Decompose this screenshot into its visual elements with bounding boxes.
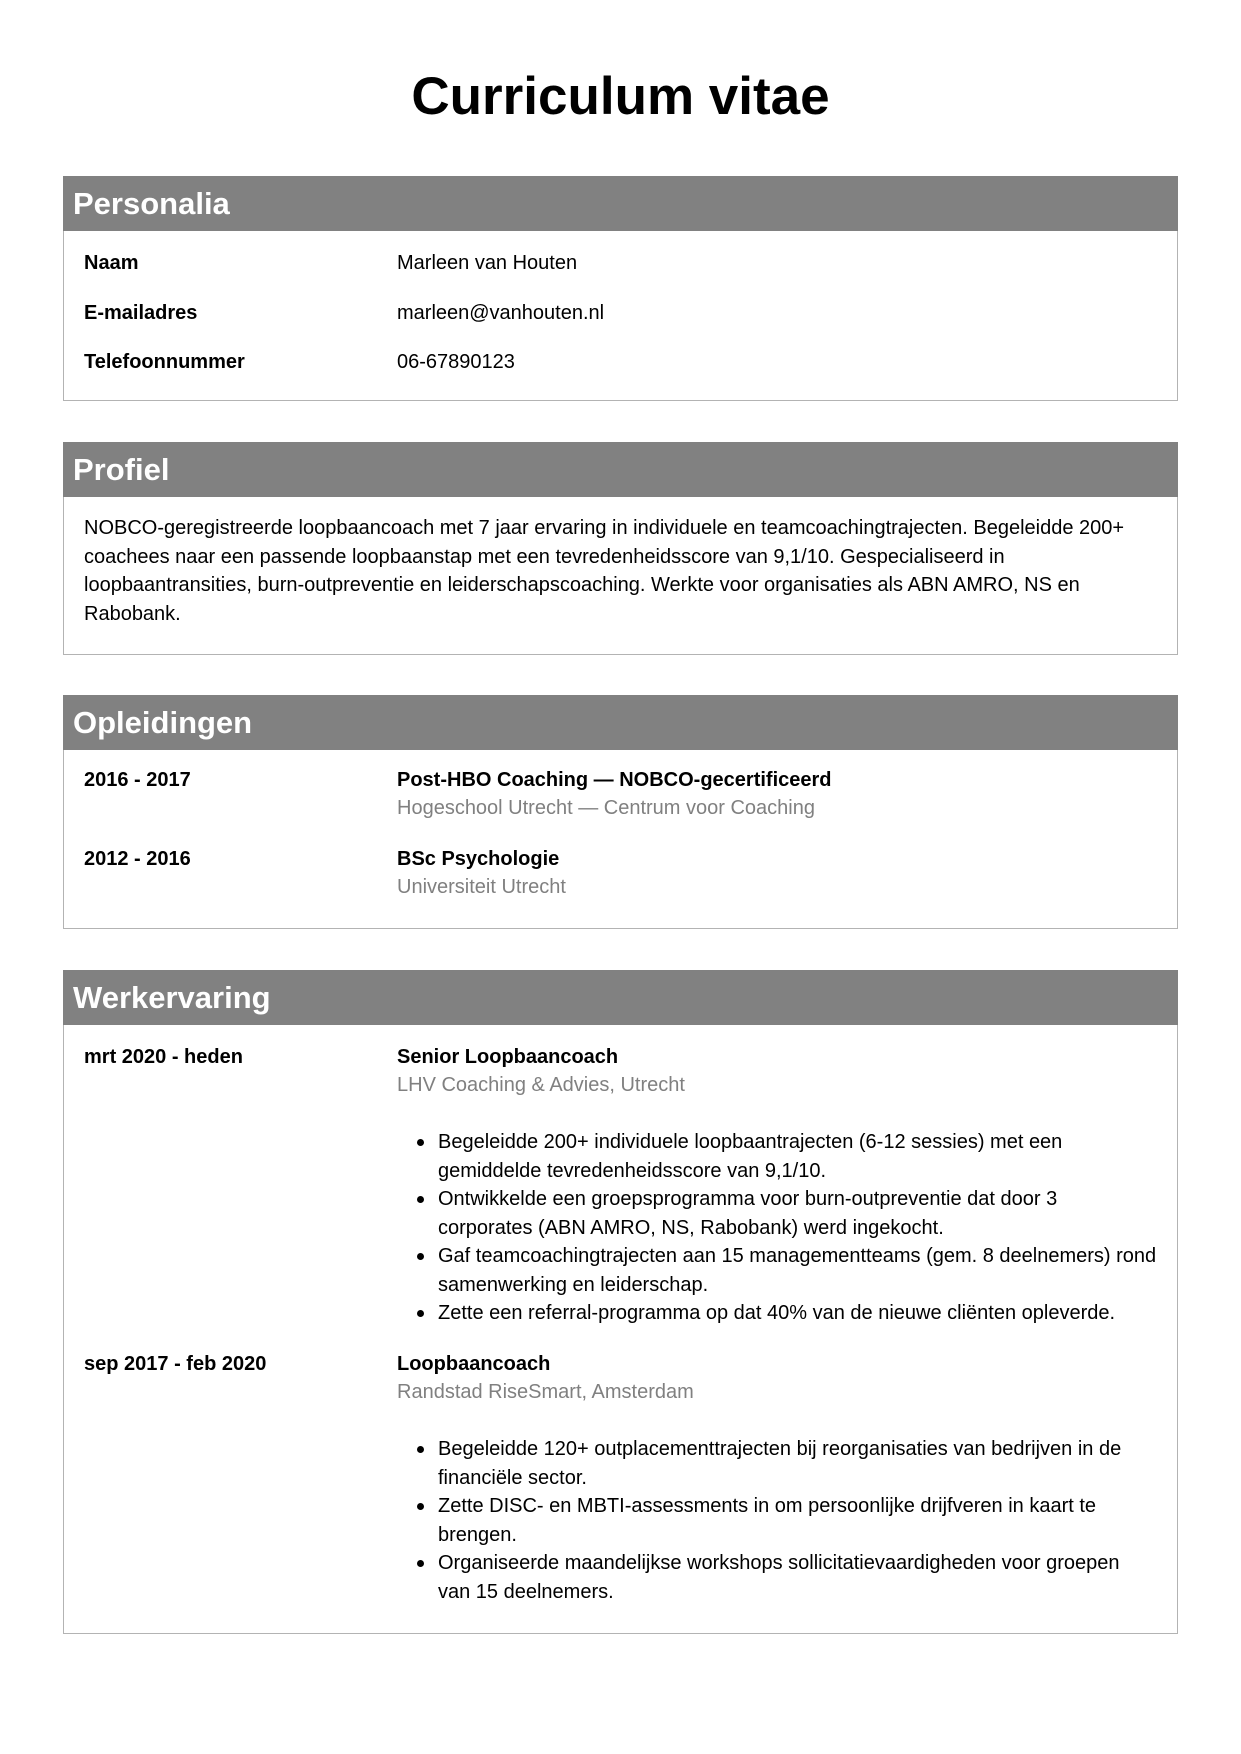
education-entry (84, 845, 1157, 901)
education-entry (84, 766, 1157, 845)
work-bullet: Zette DISC- en MBTI-assessments in om persoonlijke drijfveren in kaart te brengen. (438, 1492, 1157, 1549)
personalia-row-email (84, 299, 1157, 349)
section-header-werkervaring: Werkervaring (63, 970, 1178, 1025)
value-phone: 06-67890123 (397, 351, 515, 373)
opleidingen-body (64, 750, 1177, 901)
work-period: sep 2017 - feb 2020 (84, 1353, 267, 1375)
work-details (397, 1350, 1157, 1606)
work-bullet: Organiseerde maandelijkse workshops sollicitatievaardigheden voor groepen van 15 deelnemers. (438, 1549, 1157, 1606)
section-header-profiel: Profiel (63, 442, 1178, 497)
work-bullet: Ontwikkelde een groepsprogramma voor burn-outpreventie dat door 3 corporates (ABN AMRO, NS, Rabobank) werd ingekocht. (438, 1185, 1157, 1242)
section-personalia (63, 176, 1178, 401)
education-period: 2012 - 2016 (84, 848, 191, 870)
work-details (397, 1043, 1157, 1350)
education-institution: Hogeschool Utrecht — Centrum voor Coaching (397, 797, 815, 819)
work-bullets (397, 1128, 1157, 1328)
work-company: LHV Coaching & Advies, Utrecht (397, 1074, 685, 1096)
education-details (397, 766, 1157, 845)
label-phone: Telefoonnummer (84, 351, 245, 373)
education-title: Post-HBO Coaching — NOBCO-gecertificeerd (397, 769, 832, 791)
personalia-body (64, 231, 1177, 398)
section-profiel (63, 442, 1178, 655)
education-details (397, 845, 1157, 901)
section-header-opleidingen: Opleidingen (63, 695, 1178, 750)
work-title: Loopbaancoach (397, 1353, 551, 1375)
personalia-row-name (84, 249, 1157, 299)
education-period: 2016 - 2017 (84, 769, 191, 791)
werkervaring-body (64, 1025, 1177, 1606)
value-email: marleen@vanhouten.nl (397, 301, 605, 324)
profile-text: NOBCO-geregistreerde loopbaancoach met 7 jaar ervaring in individuele en teamcoachingtrajecten. Begeleidde 200+ coachees naar een passende loopbaanstap met een tevredenheidsscore van 9,1/10. Gespecialiseerd in loopbaantransities, burn-outpreventie en leiderschapscoaching. Werkte voor organisaties als ABN AMRO, NS en Rabobank. (84, 517, 1125, 625)
section-header-personalia: Personalia (63, 176, 1178, 231)
work-bullet: Begeleidde 120+ outplacementtrajecten bij reorganisaties van bedrijven in de financiële sector. (438, 1435, 1157, 1492)
work-bullet: Gaf teamcoachingtrajecten aan 15 managementteams (gem. 8 deelnemers) rond samenwerking en leiderschap. (438, 1242, 1157, 1299)
education-title: BSc Psychologie (397, 848, 560, 870)
personalia-row-phone (84, 348, 1157, 398)
value-naam: Marleen van Houten (397, 252, 578, 274)
section-opleidingen (63, 695, 1178, 929)
profiel-body (64, 497, 1177, 646)
section-werkervaring (63, 970, 1178, 1634)
label-email: E-mailadres (84, 301, 198, 324)
work-entry (84, 1350, 1157, 1606)
document-title: Curriculum vitae (411, 67, 830, 126)
work-company: Randstad RiseSmart, Amsterdam (397, 1381, 694, 1403)
work-title: Senior Loopbaancoach (397, 1046, 619, 1068)
work-period: mrt 2020 - heden (84, 1046, 243, 1068)
education-institution: Universiteit Utrecht (397, 876, 566, 898)
work-bullet: Begeleidde 200+ individuele loopbaantrajecten (6-12 sessies) met een gemiddelde tevredenheidsscore van 9,1/10. (438, 1128, 1157, 1185)
work-bullets (397, 1435, 1157, 1606)
work-bullet: Zette een referral-programma op dat 40% van de nieuwe cliënten opleverde. (438, 1299, 1157, 1328)
label-naam: Naam (84, 252, 139, 274)
work-entry (84, 1043, 1157, 1350)
